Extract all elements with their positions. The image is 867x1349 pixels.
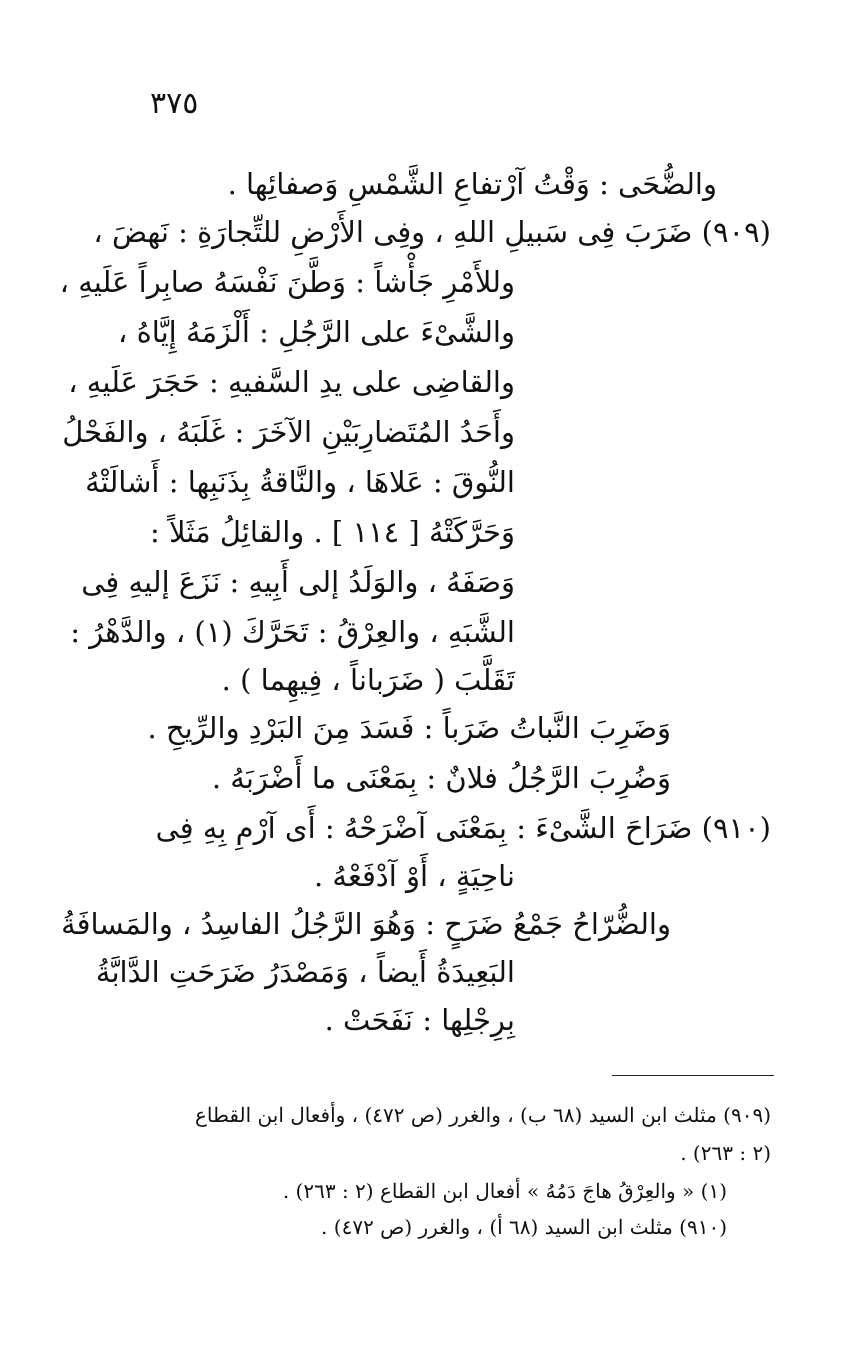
footnote: (٢ : ٢٦٣) . (680, 1141, 771, 1165)
footnote-separator (612, 1075, 774, 1076)
footnote: (٩٠٩) مثلث ابن السيد (٦٨ ب) ، والغرر (ص ٤٧٢) ، وأفعال ابن القطاع (195, 1103, 771, 1127)
page-number: ٣٧٥ (150, 86, 199, 121)
text-line: البَعِيدَةُ أَيضاً ، وَمَصْدَرُ ضَرَحَتِ الدَّابَّةُ (95, 955, 515, 989)
text-line: النُّوقَ : عَلاهَا ، والنَّاقةُ بِذَنَبِها : أَشالَتْهُ (85, 465, 515, 499)
text-line: وأَحَدُ المُتَضارِبَيْنِ الآخَرَ : غَلَبَهُ ، والفَحْلُ (62, 415, 515, 449)
text-line: والشَّىْءَ على الرَّجُلِ : أَلْزَمَهُ إِيَّاهُ ، (117, 315, 515, 349)
text-line: وَضُرِبَ الرَّجُلُ فلانٌ : بِمَعْنَى ما أَضْرَبَهُ . (211, 761, 671, 795)
text-line: ناحِيَةٍ ، أَوْ آدْفَعْهُ . (313, 859, 515, 893)
text-line: والضُّحَى : وَقْتُ آرْتفاعِ الشَّمْسِ وَصفائِها . (227, 167, 717, 201)
text-line: بِرِجْلِها : نَفَحَتْ . (324, 1003, 515, 1037)
text-line: وللأَمْرِ جَأْشاً : وَطَّنَ نَفْسَهُ صابِراً عَلَيهِ ، (59, 265, 515, 299)
entry-909-heading: (٩٠٩) ضَرَبَ فِى سَبيلِ اللهِ ، وفِى الأَرْضِ للتِّجارَةِ : نَهضَ ، (93, 215, 771, 249)
footnote: (٩١٠) مثلث ابن السيد (٦٨ أ) ، والغرر (ص ٤٧٢) . (321, 1215, 727, 1239)
text-line: تَقَلَّبَ ( ضَرَباناً ، فِيهِما ) . (221, 663, 515, 697)
text-line: وَحَرَّكَتْهُ [ ١١٤ ] . والقائِلُ مَثَلاً : (150, 515, 515, 549)
text-line: وَصَفَهُ ، والوَلَدُ إلى أَبِيهِ : نَزَعَ إليهِ فِى (81, 565, 515, 599)
entry-910-heading: (٩١٠) ضَرَاحَ الشَّىْءَ : بِمَعْنَى آضْرَحْهُ : أَى آرْمِ بِهِ فِى (155, 811, 771, 845)
text-line: والضُّرّاحُ جَمْعُ ضَرَحٍ : وَهُوَ الرَّجُلُ الفاسِدُ ، والمَسافَةُ (61, 907, 671, 941)
text-line: الشَّبَهِ ، والعِرْقُ : تَحَرَّكَ (١) ، والدَّهْرُ : (70, 615, 515, 649)
text-line: والقاضِى على يدِ السَّفيهِ : حَجَرَ عَلَيهِ ، (68, 365, 515, 399)
footnote: (١) « والعِرْقُ هاجَ دَمُهُ » أفعال ابن القطاع (٢ : ٢٦٣) . (282, 1179, 727, 1203)
text-line: وَضَرِبَ النَّباتُ ضَرَباً : فَسَدَ مِنَ البَرْدِ والرِّيحِ . (147, 711, 671, 745)
